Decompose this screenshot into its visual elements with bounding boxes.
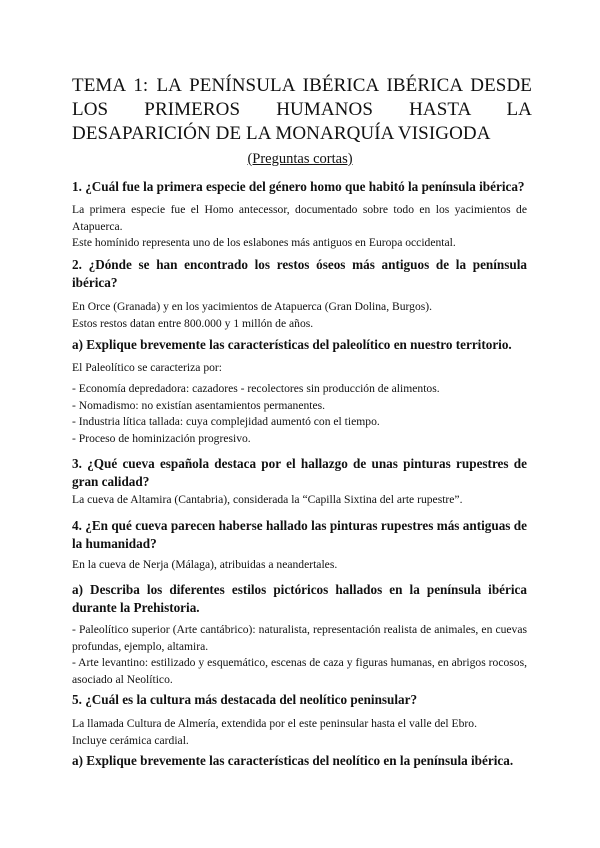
- list-item: - Proceso de hominización progresivo.: [72, 431, 251, 445]
- answer-line: La cueva de Altamira (Cantabria), considerada la “Capilla Sixtina del arte rupestre”.: [72, 493, 463, 506]
- answer-4a: [72, 622, 527, 688]
- page-subtitle: (Preguntas cortas): [247, 151, 353, 167]
- question-5a: a) Explique brevemente las características del neolítico en la península ibérica.: [72, 753, 514, 768]
- answer-line: La primera especie fue el Homo antecessor, documentado sobre todo en los yacimientos de Atapuerca.: [72, 203, 527, 233]
- answer-2a-list: [72, 381, 527, 447]
- question-2: 2. ¿Dónde se han encontrado los restos óseos más antiguos de la península ibérica?: [72, 257, 527, 290]
- question-3: 3. ¿Qué cueva española destaca por el hallazgo de unas pinturas rupestres de gran calidad?: [72, 456, 527, 489]
- list-item: - Industria lítica tallada: cuya complejidad aumentó con el tiempo.: [72, 415, 380, 428]
- answer-line: La llamada Cultura de Almería, extendida por el este peninsular hasta el valle del Ebro.: [72, 717, 477, 730]
- question-2a: a) Explique brevemente las características del paleolítico en nuestro territorio.: [72, 337, 512, 352]
- page-title: TEMA 1: LA PENÍNSULA IBÉRICA IBÉRICA DESDE LOS PRIMEROS HUMANOS HASTA LA DESAPARICIÓN DE LA MONARQUÍA VISIGODA: [72, 75, 532, 144]
- answer-3: [72, 492, 527, 509]
- list-item: - Arte levantino: estilizado y esquemático, escenas de caza y figuras humanas, en abrigos rocosos, asociado al Neolítico.: [72, 656, 527, 686]
- answer-line: En la cueva de Nerja (Málaga), atribuidas a neandertales.: [72, 558, 338, 571]
- answer-line: En Orce (Granada) y en los yacimientos de Atapuerca (Gran Dolina, Burgos).: [72, 300, 433, 313]
- answer-5: [72, 716, 527, 749]
- question-5: 5. ¿Cuál es la cultura más destacada del neolítico peninsular?: [72, 692, 418, 707]
- answer-line: Este homínido representa uno de los eslabones más antiguos en Europa occidental.: [72, 236, 456, 249]
- list-item: - Paleolítico superior (Arte cantábrico): naturalista, representación realista de animales, en cuevas profundas, ejemplo, altamira.: [72, 623, 527, 653]
- question-4: 4. ¿En qué cueva parecen haberse hallado las pinturas rupestres más antiguas de la humanidad?: [72, 518, 527, 551]
- list-item: - Economía depredadora: cazadores - recolectores sin producción de alimentos.: [72, 382, 440, 395]
- list-item: - Nomadismo: no existían asentamientos permanentes.: [72, 398, 326, 412]
- answer-2a-intro: [72, 360, 527, 377]
- answer-4: [72, 557, 527, 574]
- answer-line: El Paleolítico se caracteriza por:: [72, 361, 222, 374]
- answer-line: Incluye cerámica cardial.: [72, 733, 189, 747]
- question-4a: a) Describa los diferentes estilos pictóricos hallados en la península ibérica durante la Prehistoria.: [72, 582, 527, 615]
- answer-1: [72, 202, 527, 252]
- answer-line: Estos restos datan entre 800.000 y 1 millón de años.: [72, 316, 314, 330]
- answer-2: [72, 299, 527, 332]
- question-1: 1. ¿Cuál fue la primera especie del género homo que habitó la península ibérica?: [72, 179, 525, 194]
